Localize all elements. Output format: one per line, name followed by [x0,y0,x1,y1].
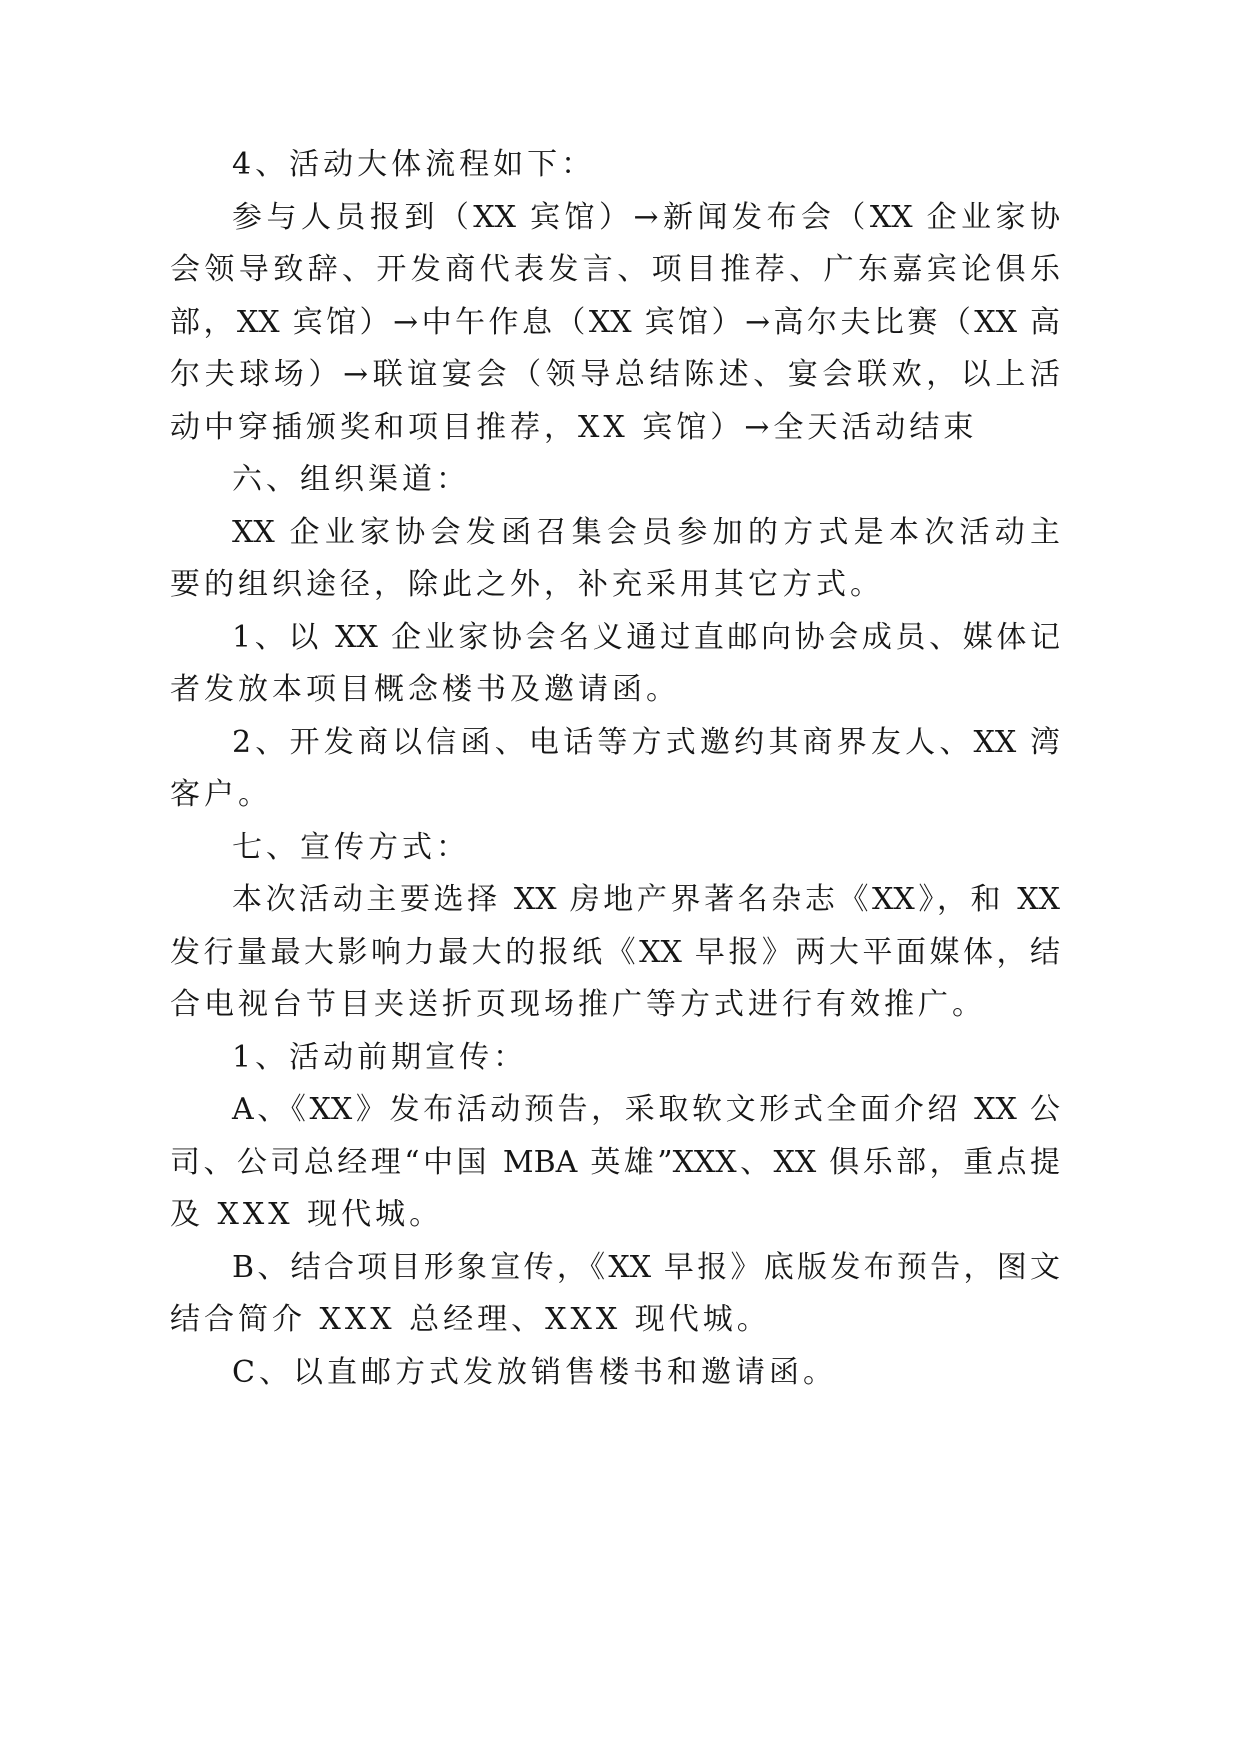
paragraph-line: C、以直邮方式发放销售楼书和邀请函。 [232,1354,837,1390]
paragraph-line: 要的组织途径，除此之外，补充采用其它方式。 [170,567,884,602]
paragraph-line: 及 XXX 现代城。 [170,1197,444,1232]
paragraph-promotion [170,874,1060,1032]
paragraph-line: 合电视台节目夹送折页现场推广等方式进行有效推广。 [170,987,986,1022]
paragraph-activity-flow [170,192,1060,455]
section-heading-promotion [170,822,1060,875]
paragraph-line: XX 企业家协会发函召集会员参加的方式是本次活动主 [232,514,1060,550]
paragraph-line: 七、宣传方式： [232,829,470,865]
paragraph-line: 部，XX 宾馆）→中午作息（XX 宾馆）→高尔夫比赛（XX 高 [170,304,1060,340]
paragraph-line: 发行量最大影响力最大的报纸《XX 早报》两大平面媒体，结 [170,934,1060,970]
paragraph-line: 客户。 [170,777,272,812]
paragraph-promotion-item-b [170,1242,1060,1347]
paragraph-line: 本次活动主要选择 XX 房地产界著名杂志《XX》，和 XX [232,882,1060,917]
paragraph-promotion-item-c [170,1347,1060,1400]
document-page [170,139,1060,1399]
paragraph-activity-flow-heading [170,139,1060,192]
paragraph-line: 司、公司总经理“中国 MBA 英雄”XXX、XX 俱乐部，重点提 [170,1144,1060,1180]
paragraph-line: A、《XX》发布活动预告，采取软文形式全面介绍 XX 公 [232,1092,1060,1127]
paragraph-promotion-item-a [170,1084,1060,1242]
paragraph-line: 结合简介 XXX 总经理、XXX 现代城。 [170,1302,771,1337]
paragraph-line: 六、组织渠道： [232,462,470,497]
paragraph-line: 4、活动大体流程如下： [232,147,596,182]
paragraph-line: 参与人员报到（XX 宾馆）→新闻发布会（XX 企业家协 [232,199,1060,235]
paragraph-line: 1、以 XX 企业家协会名义通过直邮向协会成员、媒体记 [232,619,1060,655]
paragraph-line: 1、活动前期宣传： [232,1039,528,1075]
paragraph-line: 者发放本项目概念楼书及邀请函。 [170,672,680,707]
paragraph-line: 尔夫球场）→联谊宴会（领导总结陈述、宴会联欢，以上活 [170,357,1060,392]
section-heading-organization [170,454,1060,507]
paragraph-line: 2、开发商以信函、电话等方式邀约其商界友人、XX 湾 [232,724,1060,760]
subheading-pre-event-promotion [170,1032,1060,1085]
paragraph-organization [170,507,1060,612]
paragraph-organization-item-1 [170,612,1060,717]
paragraph-line: 动中穿插颁奖和项目推荐，XX 宾馆）→全天活动结束 [170,409,978,445]
paragraph-line: 会领导致辞、开发商代表发言、项目推荐、广东嘉宾论俱乐 [170,252,1060,287]
paragraph-organization-item-2 [170,717,1060,822]
paragraph-line: B、结合项目形象宣传，《XX 早报》底版发布预告，图文 [232,1249,1060,1285]
